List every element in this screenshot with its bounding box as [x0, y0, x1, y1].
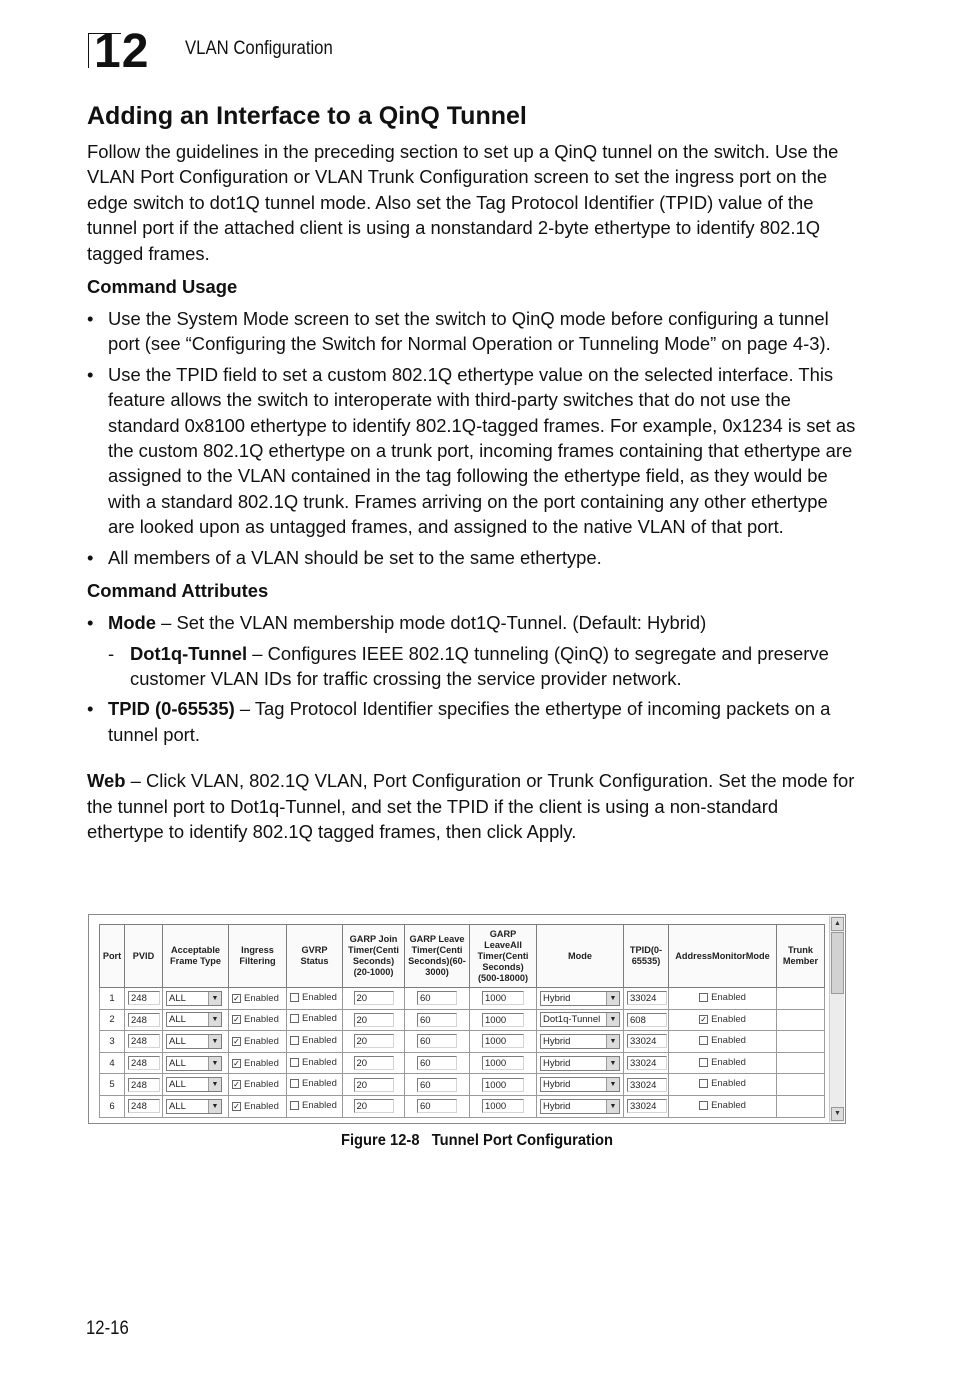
pvid-cell	[125, 1095, 163, 1117]
checkbox-icon[interactable]: ✓	[233, 993, 240, 1003]
ingress-filtering-checkbox[interactable]	[232, 1014, 279, 1025]
garp-leave-input[interactable]: 60	[417, 1034, 457, 1048]
garp-leave-cell	[405, 1095, 470, 1117]
gvrp-status-checkbox[interactable]	[290, 1100, 337, 1111]
checkbox-label: Enabled	[244, 1100, 279, 1112]
ingress-filtering-checkbox[interactable]	[232, 1079, 279, 1090]
checkbox-icon[interactable]: ✓	[700, 1015, 707, 1025]
checkbox-label: Enabled	[302, 1099, 337, 1111]
mode-select[interactable]	[540, 1012, 620, 1027]
pvid-cell	[125, 1009, 163, 1031]
checkbox-label: Enabled	[244, 1014, 279, 1026]
frame-type-select[interactable]	[166, 1056, 222, 1071]
frame-type-value: ALL	[169, 1057, 186, 1069]
chevron-down-icon[interactable]: ▼	[208, 1100, 221, 1113]
checkbox-icon[interactable]	[290, 1014, 299, 1023]
garp-leaveall-cell	[470, 988, 537, 1010]
vertical-scrollbar[interactable]	[829, 916, 844, 1122]
frame-type-value: ALL	[169, 992, 186, 1004]
checkbox-icon[interactable]: ✓	[233, 1101, 240, 1111]
address-monitor-cell	[669, 1031, 777, 1053]
web-description: – Click VLAN, 802.1Q VLAN, Port Configuration or Trunk Configuration. Set the mode for the tunnel port to Dot1q-Tunnel, and set the TPID if the client is using a non-standard ethertype to identify 802.1Q tagged frames, then click Apply.	[87, 770, 855, 842]
page-number: 12-16	[86, 1318, 129, 1339]
scroll-up-icon[interactable]: ▲	[831, 917, 844, 931]
command-usage-heading: Command Usage	[87, 276, 238, 298]
list-item: • All members of a VLAN should be set to the same ethertype.	[87, 545, 857, 570]
gvrp-status-checkbox[interactable]	[290, 1013, 337, 1024]
chevron-down-icon[interactable]: ▼	[606, 1013, 619, 1026]
command-attributes-heading: Command Attributes	[87, 580, 269, 602]
list-item	[87, 610, 857, 691]
garp-join-cell	[343, 1074, 405, 1096]
tpid-cell	[624, 1074, 669, 1096]
table-header-row	[100, 925, 825, 988]
scrollbar-thumb[interactable]	[831, 932, 844, 994]
garp-leaveall-cell	[470, 1074, 537, 1096]
checkbox-icon[interactable]	[290, 1079, 299, 1088]
garp-leave-cell	[405, 988, 470, 1010]
gvrp-status-checkbox[interactable]	[290, 1078, 337, 1089]
checkbox-icon[interactable]	[290, 1101, 299, 1110]
tpid-cell	[624, 1009, 669, 1031]
frame-type-cell	[163, 988, 229, 1010]
garp-leave-input[interactable]: 60	[417, 1056, 457, 1070]
frame-type-select[interactable]	[166, 1012, 222, 1027]
column-header: GARP LeaveAll Timer(Centi Seconds) (500-18000)	[470, 925, 537, 988]
frame-type-select[interactable]	[166, 991, 222, 1006]
address-monitor-cell	[669, 1009, 777, 1031]
garp-leave-input[interactable]: 60	[417, 1013, 457, 1027]
frame-type-cell	[163, 1009, 229, 1031]
trunk-member-cell	[777, 988, 825, 1010]
pvid-input[interactable]: 248	[128, 1078, 160, 1092]
garp-leave-cell	[405, 1052, 470, 1074]
mode-value: Hybrid	[543, 1057, 571, 1069]
gvrp-cell	[287, 1074, 343, 1096]
mode-description: – Set the VLAN membership mode dot1Q-Tunnel. (Default: Hybrid)	[156, 612, 707, 634]
trunk-member-cell	[777, 1031, 825, 1053]
dot1q-term: Dot1q-Tunnel	[130, 642, 248, 664]
intro-paragraph: Follow the guidelines in the preceding section to set up a QinQ tunnel on the switch. Use the VLAN Port Configuration or VLAN Trunk Configuration screen to set the ingress port on the edge switch to dot1Q tunnel mode. Also set the Tag Protocol Identifier (TPID) value of the tunnel port if the attached client is using a nonstandard 2-byte ethertype to identify 802.1Q tagged frames.	[87, 141, 839, 264]
checkbox-label: Enabled	[244, 1035, 279, 1047]
checkbox-label: Enabled	[302, 1034, 337, 1046]
mode-select[interactable]	[540, 1099, 620, 1114]
checkbox-label: Enabled	[711, 1099, 746, 1111]
table-row	[100, 1095, 825, 1117]
mode-value: Dot1q-Tunnel	[543, 1014, 601, 1026]
garp-leave-input[interactable]: 60	[417, 1078, 457, 1092]
column-header: Acceptable Frame Type	[163, 925, 229, 988]
checkbox-label: Enabled	[244, 992, 279, 1004]
garp-leave-cell	[405, 1074, 470, 1096]
main-content	[87, 99, 857, 844]
garp-leaveall-input[interactable]: 1000	[482, 1056, 524, 1070]
port-table-body	[100, 988, 825, 1118]
command-usage-list	[87, 306, 857, 570]
list-item	[108, 641, 857, 692]
trunk-member-cell	[777, 1074, 825, 1096]
address-monitor-checkbox[interactable]	[699, 1014, 746, 1025]
ingress-cell	[229, 988, 287, 1010]
chevron-down-icon[interactable]: ▼	[606, 1057, 619, 1070]
chapter-title: VLAN Configuration	[185, 38, 333, 59]
dot1q-description: – Configures IEEE 802.1Q tunneling (QinQ) to segregate and preserve customer VLAN IDs for traffic crossing the service provider network.	[130, 642, 829, 689]
garp-join-cell	[343, 988, 405, 1010]
column-header: Ingress Filtering	[229, 925, 287, 988]
port-cell: 5	[100, 1074, 125, 1096]
scroll-down-icon[interactable]: ▼	[831, 1107, 844, 1121]
table-row	[100, 1074, 825, 1096]
gvrp-status-checkbox[interactable]	[290, 1057, 337, 1068]
garp-leaveall-input[interactable]: 1000	[482, 1078, 524, 1092]
table-row	[100, 1031, 825, 1053]
chevron-down-icon[interactable]: ▼	[208, 1057, 221, 1070]
column-header: Trunk Member	[777, 925, 825, 988]
checkbox-icon[interactable]: ✓	[233, 1015, 240, 1025]
address-monitor-cell	[669, 1074, 777, 1096]
tpid-description: – Tag Protocol Identifier specifies the ethertype of incoming packets on a tunnel port.	[108, 698, 831, 745]
garp-leave-input[interactable]: 60	[417, 1099, 457, 1113]
web-paragraph	[87, 768, 857, 844]
pvid-cell	[125, 1031, 163, 1053]
column-header: GVRP Status	[287, 925, 343, 988]
chevron-down-icon[interactable]: ▼	[606, 1078, 619, 1091]
frame-type-value: ALL	[169, 1035, 186, 1047]
garp-leaveall-cell	[470, 1009, 537, 1031]
mode-select[interactable]	[540, 991, 620, 1006]
mode-value: Hybrid	[543, 992, 571, 1004]
checkbox-label: Enabled	[711, 1056, 746, 1068]
ingress-cell	[229, 1052, 287, 1074]
port-table-container	[99, 924, 824, 1118]
garp-leaveall-cell	[470, 1095, 537, 1117]
address-monitor-checkbox[interactable]	[699, 1035, 746, 1046]
garp-leave-input[interactable]: 60	[417, 991, 457, 1005]
tpid-input[interactable]: 608	[627, 1013, 667, 1027]
address-monitor-cell	[669, 988, 777, 1010]
checkbox-icon[interactable]	[699, 993, 708, 1002]
frame-type-select[interactable]	[166, 1099, 222, 1114]
ingress-cell	[229, 1031, 287, 1053]
garp-join-cell	[343, 1031, 405, 1053]
gvrp-cell	[287, 988, 343, 1010]
chevron-down-icon[interactable]: ▼	[606, 1100, 619, 1113]
chevron-down-icon[interactable]: ▼	[208, 1078, 221, 1091]
column-header: GARP Join Timer(Centi Seconds) (20-1000)	[343, 925, 405, 988]
mode-select[interactable]	[540, 1034, 620, 1049]
gvrp-status-checkbox[interactable]	[290, 1035, 337, 1046]
gvrp-cell	[287, 1052, 343, 1074]
web-term: Web	[87, 770, 126, 792]
tpid-cell	[624, 1031, 669, 1053]
mode-cell	[537, 1031, 624, 1053]
garp-join-cell	[343, 1095, 405, 1117]
port-cell: 2	[100, 1009, 125, 1031]
tpid-cell	[624, 988, 669, 1010]
trunk-member-cell	[777, 1052, 825, 1074]
mode-cell	[537, 1052, 624, 1074]
address-monitor-checkbox[interactable]	[699, 1100, 746, 1111]
pvid-input[interactable]: 248	[128, 991, 160, 1005]
checkbox-label: Enabled	[302, 991, 337, 1003]
garp-join-cell	[343, 1052, 405, 1074]
tpid-input[interactable]: 33024	[627, 991, 667, 1005]
column-header: PVID	[125, 925, 163, 988]
garp-join-input[interactable]: 20	[354, 1034, 394, 1048]
tpid-cell	[624, 1095, 669, 1117]
pvid-input[interactable]: 248	[128, 1099, 160, 1113]
mode-sublist	[108, 641, 857, 692]
address-monitor-cell	[669, 1095, 777, 1117]
checkbox-icon[interactable]: ✓	[233, 1080, 240, 1090]
table-row	[100, 988, 825, 1010]
ingress-cell	[229, 1074, 287, 1096]
address-monitor-checkbox[interactable]	[699, 1078, 746, 1089]
column-header: TPID(0-65535)	[624, 925, 669, 988]
pvid-cell	[125, 1074, 163, 1096]
port-configuration-table	[99, 924, 825, 1118]
column-header: GARP Leave Timer(Centi Seconds)(60-3000)	[405, 925, 470, 988]
checkbox-icon[interactable]	[290, 1058, 299, 1067]
checkbox-label: Enabled	[244, 1079, 279, 1091]
address-monitor-checkbox[interactable]	[699, 1057, 746, 1068]
port-cell: 3	[100, 1031, 125, 1053]
port-cell: 6	[100, 1095, 125, 1117]
mode-select[interactable]	[540, 1077, 620, 1092]
port-cell: 1	[100, 988, 125, 1010]
garp-join-input[interactable]: 20	[354, 991, 394, 1005]
mode-select[interactable]	[540, 1056, 620, 1071]
gvrp-cell	[287, 1095, 343, 1117]
checkbox-label: Enabled	[302, 1013, 337, 1025]
mode-value: Hybrid	[543, 1079, 571, 1091]
checkbox-icon[interactable]: ✓	[233, 1058, 240, 1068]
ingress-cell	[229, 1095, 287, 1117]
chevron-down-icon[interactable]: ▼	[208, 1035, 221, 1048]
mode-cell	[537, 1074, 624, 1096]
garp-leaveall-input[interactable]: 1000	[482, 1013, 524, 1027]
address-monitor-cell	[669, 1052, 777, 1074]
frame-type-value: ALL	[169, 1100, 186, 1112]
figure-caption: Figure 12-8 Tunnel Port Configuration	[340, 1132, 614, 1149]
garp-leave-cell	[405, 1031, 470, 1053]
tpid-input[interactable]: 33024	[627, 1034, 667, 1048]
gvrp-cell	[287, 1031, 343, 1053]
tunnel-port-configuration-screenshot	[88, 914, 846, 1124]
checkbox-label: Enabled	[711, 1014, 746, 1026]
checkbox-label: Enabled	[711, 1034, 746, 1046]
chevron-down-icon[interactable]: ▼	[208, 1013, 221, 1026]
checkbox-icon[interactable]	[699, 1079, 708, 1088]
frame-type-cell	[163, 1031, 229, 1053]
list-item: • Use the System Mode screen to set the switch to QinQ mode before configuring a tunnel port (see “Configuring the Switch for Normal Operation or Tunneling Mode” on page 4-3).	[87, 306, 857, 357]
garp-leaveall-input[interactable]: 1000	[482, 1099, 524, 1113]
garp-join-cell	[343, 1009, 405, 1031]
table-row	[100, 1052, 825, 1074]
frame-type-cell	[163, 1095, 229, 1117]
checkbox-label: Enabled	[302, 1078, 337, 1090]
ingress-filtering-checkbox[interactable]	[232, 993, 279, 1004]
checkbox-label: Enabled	[302, 1056, 337, 1068]
garp-join-input[interactable]: 20	[354, 1099, 394, 1113]
garp-leaveall-cell	[470, 1031, 537, 1053]
chapter-number: 12	[94, 25, 150, 78]
table-row	[100, 1009, 825, 1031]
chevron-down-icon[interactable]: ▼	[606, 992, 619, 1005]
mode-value: Hybrid	[543, 1100, 571, 1112]
ingress-cell	[229, 1009, 287, 1031]
checkbox-label: Enabled	[711, 1078, 746, 1090]
garp-join-input[interactable]: 20	[354, 1013, 394, 1027]
tpid-input[interactable]: 33024	[627, 1056, 667, 1070]
tpid-input[interactable]: 33024	[627, 1078, 667, 1092]
section-title: Adding an Interface to a QinQ Tunnel	[87, 102, 527, 130]
mode-term: Mode	[108, 612, 157, 634]
command-attributes-list	[87, 610, 857, 747]
tpid-cell	[624, 1052, 669, 1074]
garp-leaveall-input[interactable]: 1000	[482, 1034, 524, 1048]
checkbox-icon[interactable]	[290, 993, 299, 1002]
checkbox-icon[interactable]: ✓	[233, 1036, 240, 1046]
pvid-input[interactable]: 248	[128, 1013, 160, 1027]
chevron-down-icon[interactable]: ▼	[208, 992, 221, 1005]
mode-cell	[537, 1095, 624, 1117]
checkbox-label: Enabled	[244, 1057, 279, 1069]
address-monitor-checkbox[interactable]	[699, 992, 746, 1003]
mode-cell	[537, 1009, 624, 1031]
garp-leaveall-input[interactable]: 1000	[482, 991, 524, 1005]
pvid-cell	[125, 1052, 163, 1074]
frame-type-value: ALL	[169, 1014, 186, 1026]
checkbox-icon[interactable]	[290, 1036, 299, 1045]
checkbox-icon[interactable]	[699, 1036, 708, 1045]
trunk-member-cell	[777, 1095, 825, 1117]
frame-type-cell	[163, 1074, 229, 1096]
mode-cell	[537, 988, 624, 1010]
column-header: AddressMonitorMode	[669, 925, 777, 988]
gvrp-status-checkbox[interactable]	[290, 992, 337, 1003]
list-item	[87, 696, 857, 747]
frame-type-select[interactable]	[166, 1034, 222, 1049]
tpid-term: TPID (0-65535)	[108, 698, 235, 720]
checkbox-icon[interactable]	[699, 1058, 708, 1067]
gvrp-cell	[287, 1009, 343, 1031]
list-item: • Use the TPID field to set a custom 802.1Q ethertype value on the selected interface. This feature allows the switch to interoperate with third-party switches that do not use the standard 0x8100 ethertype to identify 802.1Q-tagged frames. For example, 0x1234 is set as the custom 802.1Q ethertype on a trunk port, incoming frames containing that ethertype are assigned to the VLAN contained in the tag following the ethertype field, as they would be with a standard 802.1Q trunk. Frames arriving on the port containing any other ethertype are looked upon as untagged frames, and assigned to the native VLAN of that port.	[87, 362, 857, 540]
column-header: Mode	[537, 925, 624, 988]
trunk-member-cell	[777, 1009, 825, 1031]
frame-type-value: ALL	[169, 1079, 186, 1091]
frame-type-select[interactable]	[166, 1077, 222, 1092]
ingress-filtering-checkbox[interactable]	[232, 1036, 279, 1047]
garp-join-input[interactable]: 20	[354, 1078, 394, 1092]
mode-value: Hybrid	[543, 1035, 571, 1047]
frame-type-cell	[163, 1052, 229, 1074]
ingress-filtering-checkbox[interactable]	[232, 1058, 279, 1069]
port-cell: 4	[100, 1052, 125, 1074]
garp-leave-cell	[405, 1009, 470, 1031]
pvid-input[interactable]: 248	[128, 1056, 160, 1070]
garp-join-input[interactable]: 20	[354, 1056, 394, 1070]
tpid-input[interactable]: 33024	[627, 1099, 667, 1113]
column-header: Port	[100, 925, 125, 988]
chevron-down-icon[interactable]: ▼	[606, 1035, 619, 1048]
pvid-input[interactable]: 248	[128, 1034, 160, 1048]
garp-leaveall-cell	[470, 1052, 537, 1074]
pvid-cell	[125, 988, 163, 1010]
checkbox-icon[interactable]	[699, 1101, 708, 1110]
checkbox-label: Enabled	[711, 991, 746, 1003]
ingress-filtering-checkbox[interactable]	[232, 1101, 279, 1112]
